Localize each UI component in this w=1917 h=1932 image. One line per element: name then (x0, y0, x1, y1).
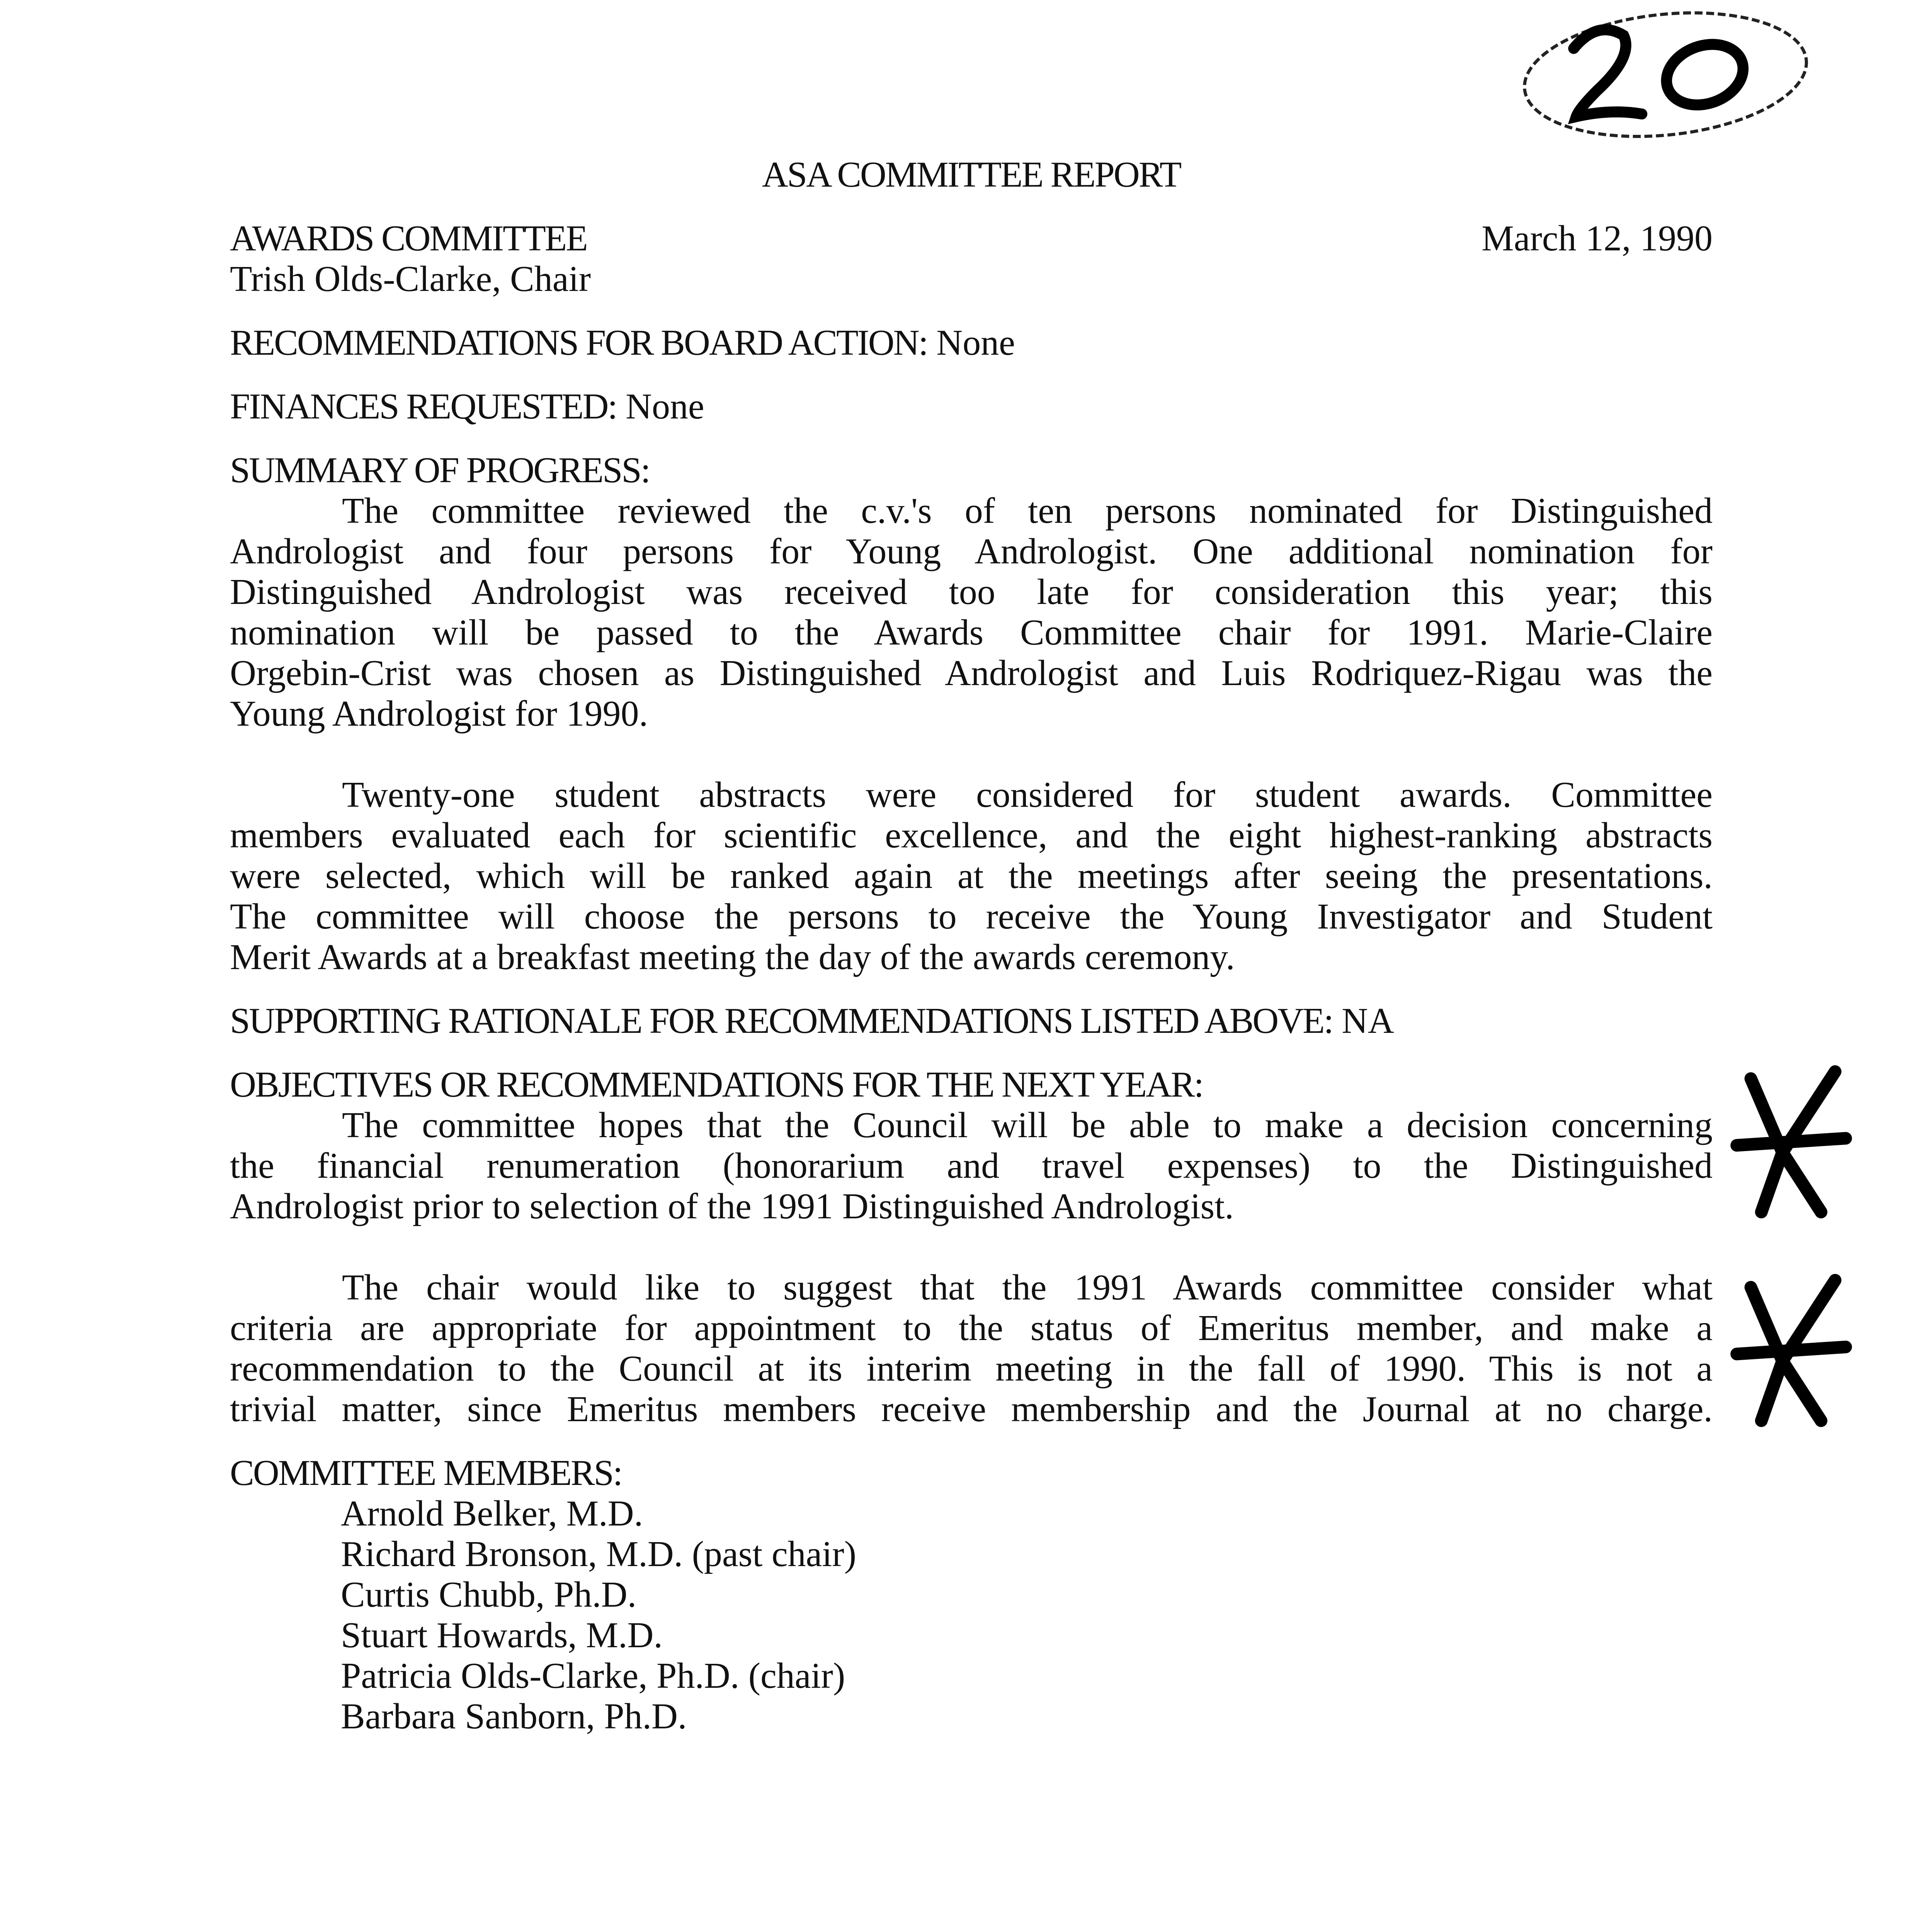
members-heading: COMMITTEE MEMBERS: (230, 1453, 622, 1493)
paragraph-line: Andrologist prior to selection of the 1991 Distinguished Andrologist. (230, 1186, 1234, 1226)
recommendations-value: None (936, 323, 1015, 363)
member-item: Stuart Howards, M.D. (341, 1615, 663, 1655)
paragraph-line: the financial renumeration (honorarium and travel expenses) to the Distinguished (230, 1146, 1713, 1186)
objectives-section (230, 1065, 1713, 1430)
title-text: ASA COMMITTEE REPORT (762, 155, 1181, 195)
paragraph-line: Orgebin-Crist was chosen as Distinguished Andrologist and Luis Rodriquez-Rigau was the (230, 653, 1713, 693)
rationale-line (230, 1001, 1713, 1041)
recommendations-label: RECOMMENDATIONS FOR BOARD ACTION: (230, 323, 927, 363)
handwritten-asterisk-icon (1729, 1273, 1857, 1428)
objectives-heading: OBJECTIVES OR RECOMMENDATIONS FOR THE NEXT YEAR: (230, 1065, 1203, 1105)
report-date: March 12, 1990 (1482, 218, 1713, 259)
finances-label: FINANCES REQUESTED: (230, 386, 617, 427)
paragraph-line: Young Andrologist for 1990. (230, 694, 648, 734)
paragraph-line: Twenty-one student abstracts were considered for student awards. Committee (342, 775, 1713, 815)
paragraph-line: The committee reviewed the c.v.'s of ten persons nominated for Distinguished (342, 491, 1713, 531)
member-item: Barbara Sanborn, Ph.D. (341, 1696, 687, 1736)
paragraph-line: members evaluated each for scientific excellence, and the eight highest-ranking abstracts (230, 815, 1713, 855)
committee-name: AWARDS COMMITTEE (230, 218, 587, 259)
paragraph-line: trivial matter, since Emeritus members receive membership and the Journal at no charge. (230, 1389, 1713, 1429)
finances-value: None (626, 386, 704, 427)
rationale-value: NA (1342, 1001, 1394, 1041)
rationale-label: SUPPORTING RATIONALE FOR RECOMMENDATIONS LISTED ABOVE: (230, 1001, 1333, 1041)
paragraph-line: The chair would like to suggest that the 1991 Awards committee consider what (342, 1267, 1713, 1308)
member-item: Arnold Belker, M.D. (341, 1493, 643, 1534)
committee-chair: Trish Olds-Clarke, Chair (230, 259, 591, 299)
paragraph-line: were selected, which will be ranked again at the meetings after seeing the presentations. (230, 856, 1713, 896)
paragraph-line: recommendation to the Council at its interim meeting in the fall of 1990. This is not a (230, 1349, 1713, 1389)
paragraph-line: The committee hopes that the Council will be able to make a decision concerning (342, 1105, 1713, 1145)
committee-header (230, 218, 1713, 299)
member-item: Curtis Chubb, Ph.D. (341, 1575, 637, 1615)
paragraph-line: criteria are appropriate for appointment to the status of Emeritus member, and make a (230, 1308, 1713, 1348)
paragraph-line: Merit Awards at a breakfast meeting the day of the awards ceremony. (230, 937, 1235, 977)
summary-section (230, 450, 1713, 978)
member-item: Patricia Olds-Clarke, Ph.D. (chair) (341, 1656, 845, 1696)
paragraph-line: Distinguished Andrologist was received too late for consideration this year; this (230, 572, 1713, 612)
member-item: Richard Bronson, M.D. (past chair) (341, 1534, 856, 1574)
handwritten-asterisk-icon (1729, 1065, 1857, 1219)
report-title (230, 155, 1713, 195)
recommendations-line (230, 323, 1713, 363)
document-page (230, 0, 1713, 1776)
summary-heading: SUMMARY OF PROGRESS: (230, 450, 650, 490)
members-section (230, 1453, 1713, 1737)
paragraph-line: Andrologist and four persons for Young Andrologist. One additional nomination for (230, 531, 1713, 571)
finances-line (230, 386, 1713, 427)
paragraph-line: nomination will be passed to the Awards Committee chair for 1991. Marie-Claire (230, 612, 1713, 653)
paragraph-line: The committee will choose the persons to receive the Young Investigator and Student (230, 896, 1713, 937)
